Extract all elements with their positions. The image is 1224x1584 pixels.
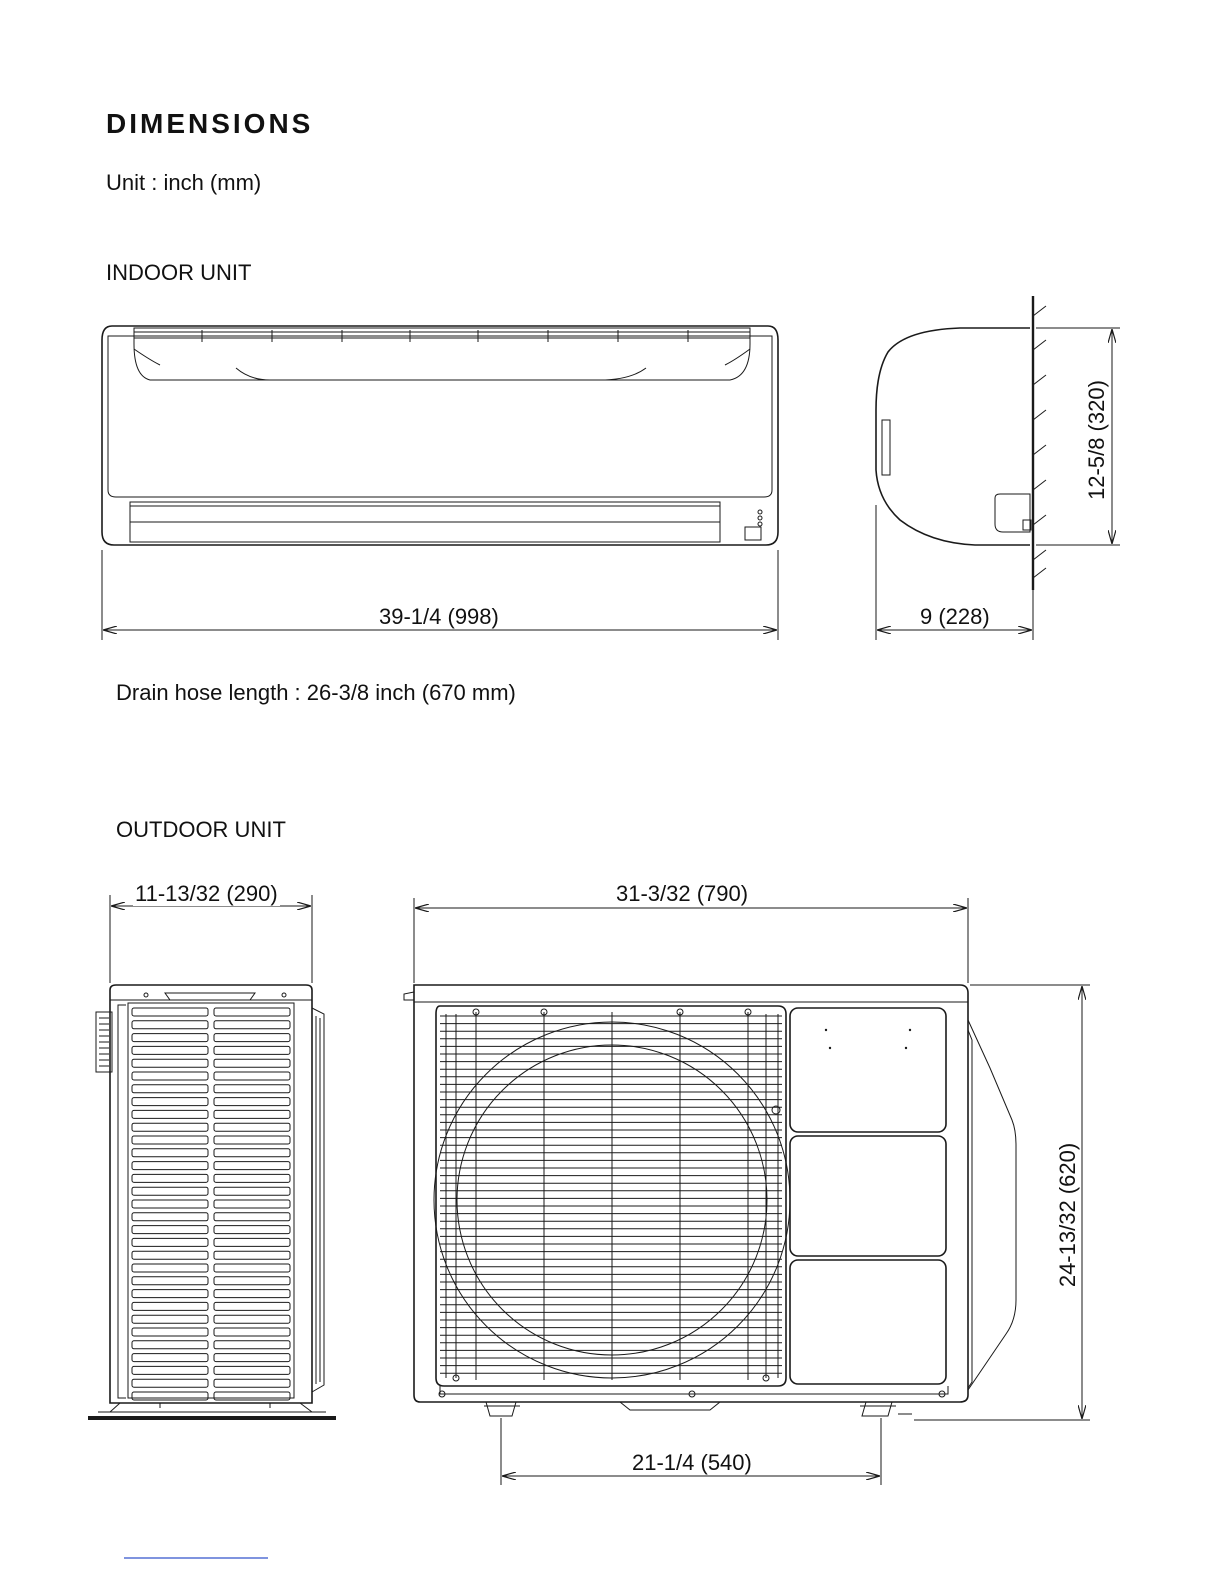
side-louver-slat bbox=[132, 1277, 208, 1285]
side-louver-slat bbox=[214, 1366, 290, 1374]
side-louver-slat bbox=[132, 1392, 208, 1400]
side-louver-slat bbox=[132, 1059, 208, 1067]
indoor-width-label: 39-1/4 (998) bbox=[379, 604, 499, 629]
side-louver-slat bbox=[132, 1366, 208, 1374]
side-louver-slat bbox=[214, 1059, 290, 1067]
side-louver-slat bbox=[132, 1149, 208, 1157]
side-louver-slat bbox=[132, 1354, 208, 1362]
indoor-unit-side-view bbox=[876, 296, 1046, 590]
side-louver-slat bbox=[132, 1072, 208, 1080]
side-louver-slat bbox=[214, 1110, 290, 1118]
page-title: DIMENSIONS bbox=[106, 108, 314, 139]
side-louver-slat bbox=[132, 1162, 208, 1170]
side-louver-slat bbox=[214, 1226, 290, 1234]
side-louver-slat bbox=[214, 1238, 290, 1246]
side-louver-slat bbox=[132, 1187, 208, 1195]
side-louver-slat bbox=[214, 1264, 290, 1272]
side-louver-slat bbox=[132, 1008, 208, 1016]
side-louver-slat bbox=[214, 1379, 290, 1387]
side-louver-slat bbox=[214, 1213, 290, 1221]
indoor-height-label: 12-5/8 (320) bbox=[1084, 380, 1109, 500]
unit-note: Unit : inch (mm) bbox=[106, 170, 262, 195]
side-louver-slat bbox=[132, 1251, 208, 1259]
side-louver-slat bbox=[132, 1328, 208, 1336]
indoor-unit-front-view bbox=[102, 326, 778, 545]
outdoor-width-label: 31-3/32 (790) bbox=[616, 881, 749, 906]
outdoor-unit-side-view bbox=[88, 985, 336, 1420]
side-louver-slat bbox=[132, 1264, 208, 1272]
side-louver-slat bbox=[132, 1213, 208, 1221]
side-louver-slat bbox=[132, 1174, 208, 1182]
side-louver-slat bbox=[214, 1251, 290, 1259]
side-louver-slat bbox=[214, 1123, 290, 1131]
indoor-depth-label: 9 (228) bbox=[920, 604, 990, 629]
side-louver-slat bbox=[132, 1302, 208, 1310]
side-louver-slat bbox=[132, 1034, 208, 1042]
drain-hose-note: Drain hose length : 26-3/8 inch (670 mm) bbox=[116, 680, 516, 705]
indoor-unit-heading: INDOOR UNIT bbox=[106, 260, 252, 285]
side-louver-slat bbox=[214, 1302, 290, 1310]
side-louver-slat bbox=[214, 1187, 290, 1195]
side-louver-slat bbox=[214, 1046, 290, 1054]
side-louver-slat bbox=[214, 1328, 290, 1336]
side-louver-slat bbox=[214, 1315, 290, 1323]
side-louver-slat bbox=[132, 1290, 208, 1298]
side-louver-slat bbox=[132, 1123, 208, 1131]
side-louver-slat bbox=[214, 1085, 290, 1093]
side-louver-slat bbox=[132, 1315, 208, 1323]
outdoor-unit-front-view bbox=[404, 985, 1016, 1416]
side-louver-slat bbox=[132, 1226, 208, 1234]
side-louver-slat bbox=[132, 1085, 208, 1093]
side-louver-slat bbox=[214, 1149, 290, 1157]
side-louver-slat bbox=[214, 1162, 290, 1170]
outdoor-depth-label: 11-13/32 (290) bbox=[135, 881, 278, 906]
side-louver-slat bbox=[132, 1341, 208, 1349]
side-louver-slat bbox=[214, 1072, 290, 1080]
side-louver-slat bbox=[132, 1379, 208, 1387]
side-louver-slat bbox=[132, 1098, 208, 1106]
side-louver-slat bbox=[214, 1034, 290, 1042]
side-louver-slat bbox=[132, 1238, 208, 1246]
side-louver-slat bbox=[214, 1136, 290, 1144]
outdoor-height-label: 24-13/32 (620) bbox=[1055, 1142, 1080, 1288]
side-louver-slat bbox=[214, 1174, 290, 1182]
side-louver-slat bbox=[214, 1392, 290, 1400]
side-louver-slat bbox=[214, 1341, 290, 1349]
side-louver-slat bbox=[214, 1008, 290, 1016]
side-louver-slat bbox=[214, 1021, 290, 1029]
side-louver-slat bbox=[132, 1200, 208, 1208]
side-louver-slat bbox=[214, 1277, 290, 1285]
outdoor-unit-heading: OUTDOOR UNIT bbox=[116, 817, 286, 842]
side-louver-slat bbox=[132, 1046, 208, 1054]
side-louver-slat bbox=[214, 1290, 290, 1298]
side-louver-slat bbox=[214, 1200, 290, 1208]
outdoor-feet-spacing-label: 21-1/4 (540) bbox=[632, 1450, 752, 1475]
side-louver-slat bbox=[132, 1110, 208, 1118]
side-louver-slat bbox=[132, 1021, 208, 1029]
side-louver-slat bbox=[214, 1354, 290, 1362]
side-louver-slat bbox=[214, 1098, 290, 1106]
side-louver-slat bbox=[132, 1136, 208, 1144]
